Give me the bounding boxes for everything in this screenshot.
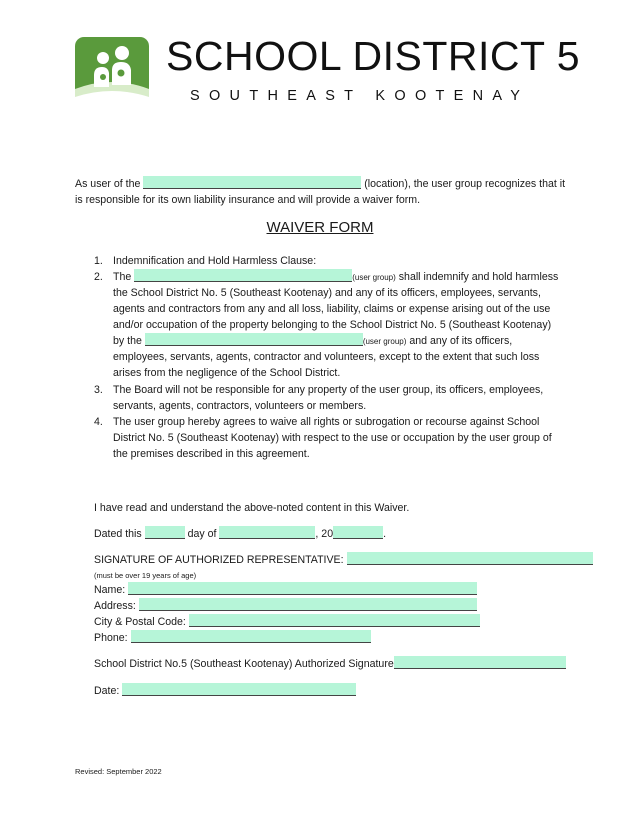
date-line (94, 683, 356, 699)
day-field[interactable] (145, 526, 185, 539)
waiver-form-title: WAIVER FORM (266, 219, 374, 236)
name-line (94, 582, 477, 598)
address-label: Address: (94, 600, 136, 612)
year-prefix: , 20 (315, 528, 334, 540)
month-field[interactable] (219, 526, 315, 539)
phone-line (94, 630, 371, 646)
user-group-label-1: (user group) (352, 273, 396, 282)
dated-this-label: Dated this (94, 528, 142, 540)
intro-line-2: is responsible for its own liability insurance and will provide a waiver form. (75, 194, 421, 207)
intro-paragraph (75, 176, 575, 208)
district-signature-line (94, 656, 566, 672)
item-3-line-1: The Board will not be responsible for any property of the user group, its officers, employees, (113, 384, 544, 396)
item-number: 3. (94, 384, 103, 396)
district-title: SCHOOL DISTRICT 5 (166, 33, 581, 79)
district-subtitle: SOUTHEAST KOOTENAY (190, 88, 530, 104)
signature-line (94, 552, 593, 568)
name-label: Name: (94, 584, 126, 596)
phone-label: Phone: (94, 632, 128, 644)
item-2-line-5 (113, 333, 512, 350)
item-number: 2. (94, 271, 103, 283)
item-1-text: Indemnification and Hold Harmless Clause: (113, 255, 317, 267)
city-postal-label: City & Postal Code: (94, 616, 186, 628)
address-line (94, 598, 477, 614)
date-label: Date: (94, 685, 120, 697)
signature-label: SIGNATURE OF AUTHORIZED REPRESENTATIVE: (94, 554, 344, 566)
acknowledgement-text: I have read and understand the above-noted content in this Waiver. (94, 502, 410, 514)
signature-field[interactable] (347, 552, 593, 565)
date-field[interactable] (122, 683, 356, 696)
revised-note: Revised: September 2022 (75, 767, 162, 776)
dated-period: . (383, 528, 387, 540)
user-group-field-2[interactable] (145, 333, 363, 346)
item-2-line-5-end: and any of its officers, (409, 335, 513, 347)
city-postal-field[interactable] (189, 614, 480, 627)
item-2-line-1-end: shall indemnify and hold harmless (398, 271, 559, 283)
item-2-by-the: by the (113, 335, 142, 347)
intro-text-end: (location), the user group recognizes that it (364, 178, 566, 190)
item-2-the: The (113, 271, 132, 283)
user-group-field-1[interactable] (134, 269, 352, 282)
day-of-label: day of (187, 528, 217, 540)
address-field[interactable] (139, 598, 477, 611)
user-group-label-2: (user group) (362, 337, 407, 346)
item-4-line-1: The user group hereby agrees to waive all rights or subrogation or recourse against School (113, 416, 540, 428)
item-number: 4. (94, 416, 103, 428)
age-note: (must be over 19 years of age) (94, 571, 197, 580)
city-postal-line (94, 614, 480, 630)
item-4-line-3: the premises described in this agreement. (113, 448, 310, 460)
year-field[interactable] (333, 526, 383, 539)
school-district-logo (75, 37, 149, 110)
intro-text-start: As user of the (75, 178, 141, 190)
location-field[interactable] (143, 176, 361, 189)
district-signature-label: School District No.5 (Southeast Kootenay) Authorized Signature (94, 658, 394, 670)
item-2-line-7: arises from the negligence of the School District. (113, 367, 341, 379)
dated-line (94, 526, 386, 542)
item-3-line-2: servants, agents, contractors, volunteers or members. (113, 400, 367, 412)
logo-icon (75, 37, 149, 110)
item-2-line-4: and/or occupation of the property belonging to the School District No. 5 (Southeast Kootenay) (113, 319, 552, 331)
item-2-line-3: agents and contractors from any and all loss, liability, claims or expense arising out of the use (113, 303, 551, 315)
name-field[interactable] (128, 582, 477, 595)
phone-field[interactable] (131, 630, 371, 643)
item-4-line-2: District No. 5 (Southeast Kootenay) with respect to the use or occupation by the user group of (113, 432, 552, 444)
district-signature-field[interactable] (394, 656, 566, 669)
item-2-line-2: the School District No. 5 (Southeast Kootenay) and any of its officers, employees, servants, (113, 287, 541, 299)
item-number: 1. (94, 255, 103, 267)
item-2-line-1 (113, 269, 558, 286)
item-2-line-6: employees, servants, agents, contractor and volunteers, except to the extent that such loss (113, 351, 540, 363)
